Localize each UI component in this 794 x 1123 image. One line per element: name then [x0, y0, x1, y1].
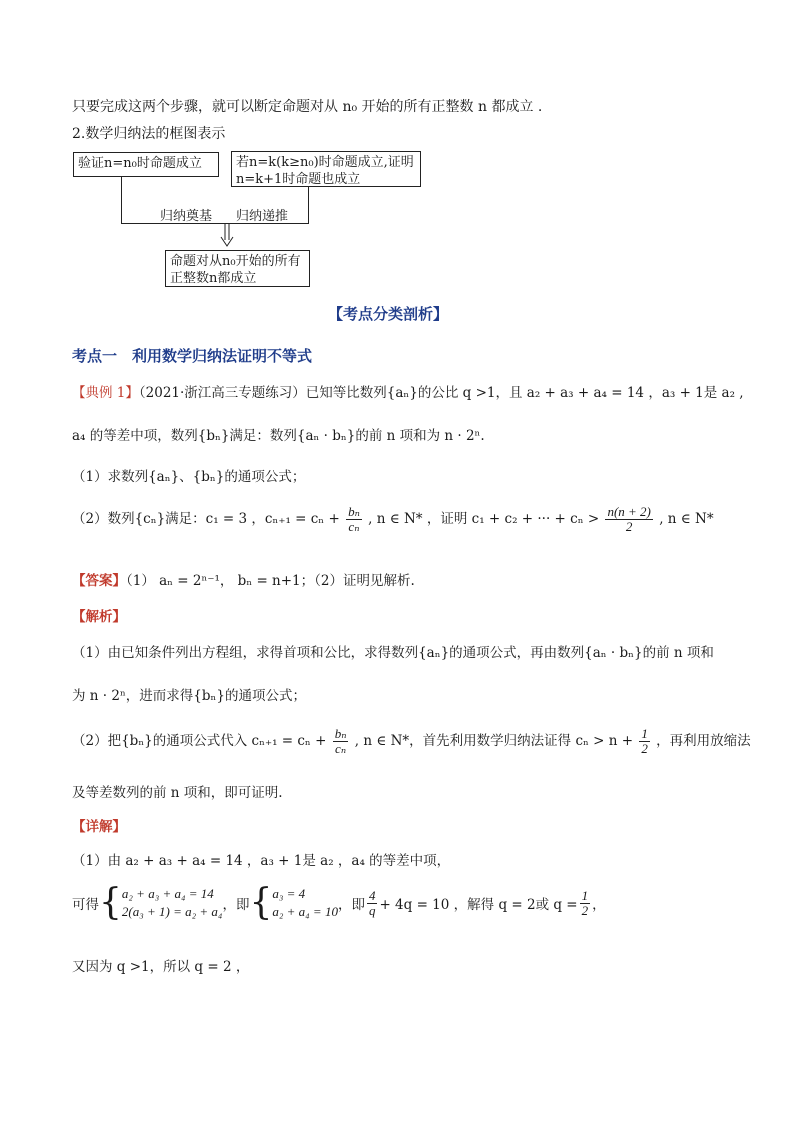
answer-tag: 【答案】 — [72, 573, 126, 589]
detail-line2-ji: ，即 — [222, 897, 250, 913]
equation-system-1 — [122, 885, 223, 921]
detail-fraction — [367, 889, 378, 918]
example-source: （2021·浙江高三专题练习） — [138, 385, 306, 401]
flow-label-recursion: 归纳递推 — [236, 209, 289, 224]
fraction-numerator: bₙ — [348, 504, 360, 519]
example-q2-fraction2 — [605, 505, 652, 534]
detail-line2 — [72, 882, 606, 923]
detail-line2-ji2: ，即 — [337, 897, 365, 913]
example-q2-suffix: , n ∈ N* — [659, 511, 714, 527]
detail-line2-prefix: 可得 — [72, 897, 99, 913]
flow-box-conclusion-line1: 命题对从n₀开始的所有 — [170, 254, 301, 269]
system-row: a₂ + a₃ + a₄ = 14 — [121, 886, 214, 901]
flow-connector-right — [308, 187, 309, 223]
brace-icon: { — [99, 882, 122, 923]
fraction-numerator: n(n + 2) — [607, 504, 651, 519]
section-heading: 【考点分类剖析】 — [328, 305, 449, 323]
flow-box-conclusion — [165, 250, 310, 287]
flow-label-basis: 归纳奠基 — [160, 209, 213, 224]
flow-double-arrow-icon — [220, 224, 234, 248]
equation-system-2 — [272, 885, 338, 921]
example-stem-2: a₄ 的等差中项，数列{bₙ}满足：数列{aₙ · bₙ}的前 n 项和为 n · 2ⁿ. — [72, 428, 485, 444]
example-line1 — [72, 381, 744, 401]
example-q2-prefix: （2）数列{cₙ}满足：c₁ = 3 ，cₙ₊₁ = cₙ + — [72, 511, 340, 527]
fraction-denominator: q — [368, 902, 376, 918]
analysis-p2-suffix: ，再利用放缩法 — [656, 733, 751, 749]
analysis-p2-fraction — [333, 727, 349, 756]
flow-box-induction-line2: n=k+1时命题也成立 — [236, 172, 361, 187]
kaodian-title: 考点一 利用数学归纳法证明不等式 — [72, 347, 313, 365]
example-q2-fraction — [346, 505, 362, 534]
answer-text: （1） aₙ = 2ⁿ⁻¹， bₙ = n+1；（2）证明见解析. — [126, 573, 415, 589]
analysis-p2-fraction2 — [639, 727, 650, 756]
example-q2 — [72, 505, 714, 534]
flow-connector-left — [121, 177, 122, 223]
fraction-denominator: 2 — [641, 741, 648, 756]
fraction-denominator: 2 — [581, 902, 589, 918]
detail-line2-eq: + 4q = 10 ，解得 q = 2或 q = — [379, 897, 578, 913]
system-row: 2(a₃ + 1) = a₂ + a₄ — [121, 904, 223, 919]
fraction-numerator: bₙ — [334, 726, 347, 741]
example-q2-mid: , n ∈ N* ，证明 c₁ + c₂ + ··· + cₙ > — [368, 511, 600, 527]
analysis-p2-mid: , n ∈ N*，首先利用数学归纳法证得 cₙ > n + — [354, 733, 634, 749]
fraction-denominator: 2 — [625, 519, 633, 534]
flow-box-conclusion-line2: 正整数n都成立 — [170, 271, 257, 286]
flow-box-induction — [231, 151, 421, 187]
detail-line2-end: ， — [592, 897, 606, 913]
analysis-tag: 【解析】 — [72, 609, 126, 625]
analysis-p2-line2: 及等差数列的前 n 项和，即可证明. — [72, 785, 283, 801]
fraction-denominator: cₙ — [335, 741, 347, 756]
analysis-p1-line2: 为 n · 2ⁿ，进而求得{bₙ}的通项公式； — [72, 688, 306, 704]
brace-icon: { — [249, 882, 273, 923]
flow-box-verify-text: 验证n=n₀时命题成立 — [78, 156, 202, 171]
fraction-denominator: cₙ — [348, 519, 360, 534]
example-q1: （1）求数列{aₙ}、{bₙ}的通项公式； — [72, 469, 306, 485]
detail-tag: 【详解】 — [72, 819, 126, 835]
flow-box-verify — [73, 152, 219, 177]
system-row: a₂ + a₄ = 10 — [272, 904, 338, 919]
section2-title: 2.数学归纳法的框图表示 — [72, 126, 226, 142]
answer-line — [72, 569, 415, 589]
flow-box-induction-line1: 若n=k(k≥n₀)时命题成立,证明 — [236, 155, 414, 170]
example-stem-1: 已知等比数列{aₙ}的公比 q >1，且 a₂ + a₃ + a₄ = 14 ，a₃ + 1是 a₂ , — [305, 385, 744, 401]
detail-fraction-2 — [580, 889, 591, 918]
analysis-p1-line1: （1）由已知条件列出方程组，求得首项和公比，求得数列{aₙ}的通项公式，再由数列{aₙ · bₙ}的前 n 项和 — [72, 645, 714, 661]
analysis-p2-line1 — [72, 727, 751, 756]
fraction-numerator: 4 — [368, 887, 376, 903]
detail-line3: 又因为 q >1，所以 q = 2 ， — [72, 959, 250, 975]
example-tag: 【典例 1】 — [72, 385, 139, 401]
detail-line1: （1）由 a₂ + a₃ + a₄ = 14 ，a₃ + 1是 a₂ ，a₄ 的等差中项， — [72, 853, 451, 869]
fraction-numerator: 1 — [581, 887, 589, 903]
fraction-numerator: 1 — [641, 726, 648, 741]
analysis-p2-prefix: （2）把{bₙ}的通项公式代入 cₙ₊₁ = cₙ + — [72, 733, 327, 749]
intro-sentence: 只要完成这两个步骤，就可以断定命题对从 n₀ 开始的所有正整数 n 都成立 . — [72, 99, 543, 115]
system-row: a₃ = 4 — [272, 886, 306, 901]
